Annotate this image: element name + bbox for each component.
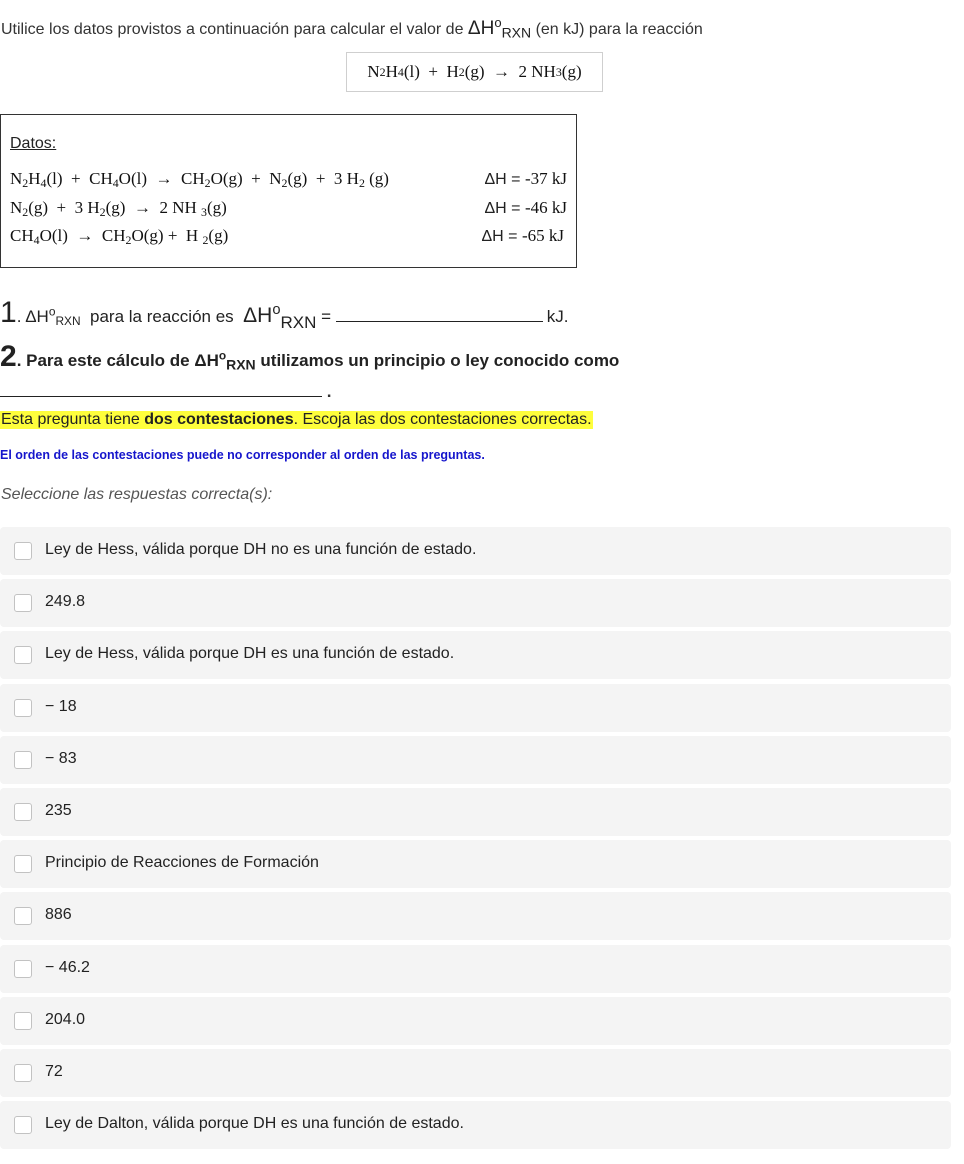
checkbox[interactable] xyxy=(14,594,32,612)
answer-options xyxy=(0,527,951,1153)
answer-option-label: 886 xyxy=(45,906,72,924)
data-box xyxy=(0,114,577,268)
data-reaction-2: $N_2(g) + 3$ $H_2(g) \to 2$ NH $_3$(g) xyxy=(10,198,227,219)
answer-1-blank[interactable] xyxy=(336,321,543,322)
question-2-number: 2 xyxy=(0,340,17,373)
answer-option-label: Ley de Hess, válida porque DH es una función de estado. xyxy=(45,645,455,663)
answer-option[interactable] xyxy=(0,527,951,575)
data-reaction-3: $CH_4O(l) \to CH_2O(g) + H$ $_2$(g) xyxy=(10,226,229,247)
question-2-blank-line: . xyxy=(0,378,331,402)
answer-option[interactable] xyxy=(0,736,951,784)
answer-option[interactable] xyxy=(0,631,951,679)
answer-option[interactable] xyxy=(0,1101,951,1149)
answer-option-label: Ley de Dalton, válida porque DH es una función de estado. xyxy=(45,1115,464,1133)
checkbox[interactable] xyxy=(14,1116,32,1134)
checkbox[interactable] xyxy=(14,751,32,769)
target-reaction: N 2 H 4 (l) + H 2 (g) → 2 NH 3 (g) xyxy=(346,52,603,92)
checkbox[interactable] xyxy=(14,542,32,560)
checkbox[interactable] xyxy=(14,855,32,873)
answer-option[interactable] xyxy=(0,945,951,993)
answer-option-label: Ley de Hess, válida porque DH no es una función de estado. xyxy=(45,541,477,558)
checkbox[interactable] xyxy=(14,1012,32,1030)
checkbox[interactable] xyxy=(14,646,32,664)
data-reaction-1: $N_2H_4(l) + CH_4O(l) \to CH_2O(g) + N_2(g) + 3$ $H_2$ (g) xyxy=(10,169,389,190)
answer-option-label: 72 xyxy=(45,1062,63,1080)
checkbox[interactable] xyxy=(14,803,32,821)
intro-delta-h: $\Delta H^o_{RXN}$ xyxy=(467,15,532,41)
answer-option[interactable] xyxy=(0,840,951,888)
answer-option-label: Principio de Reacciones de Formación xyxy=(45,854,319,872)
answer-option[interactable] xyxy=(0,997,951,1045)
answer-option[interactable] xyxy=(0,1049,951,1097)
answer-option-label: − 83 xyxy=(45,749,77,767)
data-dh-2: ΔH = -46 kJ xyxy=(484,198,567,217)
question-intro xyxy=(1,15,703,41)
answer-option-label: 204.0 xyxy=(45,1010,86,1028)
datos-label: Datos: xyxy=(10,135,57,152)
checkbox[interactable] xyxy=(14,960,32,978)
order-note: El orden de las contestaciones puede no corresponder al orden de las preguntas. xyxy=(0,448,485,462)
checkbox[interactable] xyxy=(14,699,32,717)
intro-text-after: (en kJ) para la reacción xyxy=(531,21,703,39)
answer-option-label: − 46.2 xyxy=(45,958,90,976)
checkbox[interactable] xyxy=(14,1064,32,1082)
two-answers-instruction: Esta pregunta tiene dos contestaciones. Escoja las dos contestaciones correctas. xyxy=(1,411,592,428)
answer-option[interactable] xyxy=(0,892,951,940)
answer-2-blank[interactable] xyxy=(0,378,322,397)
answer-option-label: − 18 xyxy=(45,697,77,715)
answer-option[interactable] xyxy=(0,684,951,732)
question-1-number: 1 xyxy=(0,296,17,329)
answer-option-label: 249.8 xyxy=(45,593,86,611)
data-dh-3: ΔH = -65 kJ xyxy=(481,226,564,245)
answer-option[interactable] xyxy=(0,579,951,627)
question-1: 1. $\Delta H^o_{RXN}$ para la reacción es $\Delta H^o_{RXN}$ = kJ. xyxy=(0,296,569,332)
select-answers-label: Seleccione las respuestas correcta(s): xyxy=(1,486,273,503)
answer-option[interactable] xyxy=(0,788,951,836)
intro-text-before: Utilice los datos provistos a continuación para calcular el valor de xyxy=(1,21,468,39)
data-dh-1: ΔH = -37 kJ xyxy=(484,169,567,188)
checkbox[interactable] xyxy=(14,907,32,925)
answer-option-label: 235 xyxy=(45,801,72,819)
question-2: 2. Para este cálculo de $\Delta H^o_{RXN}$ utilizamos un principio o ley conocido como xyxy=(0,340,620,373)
